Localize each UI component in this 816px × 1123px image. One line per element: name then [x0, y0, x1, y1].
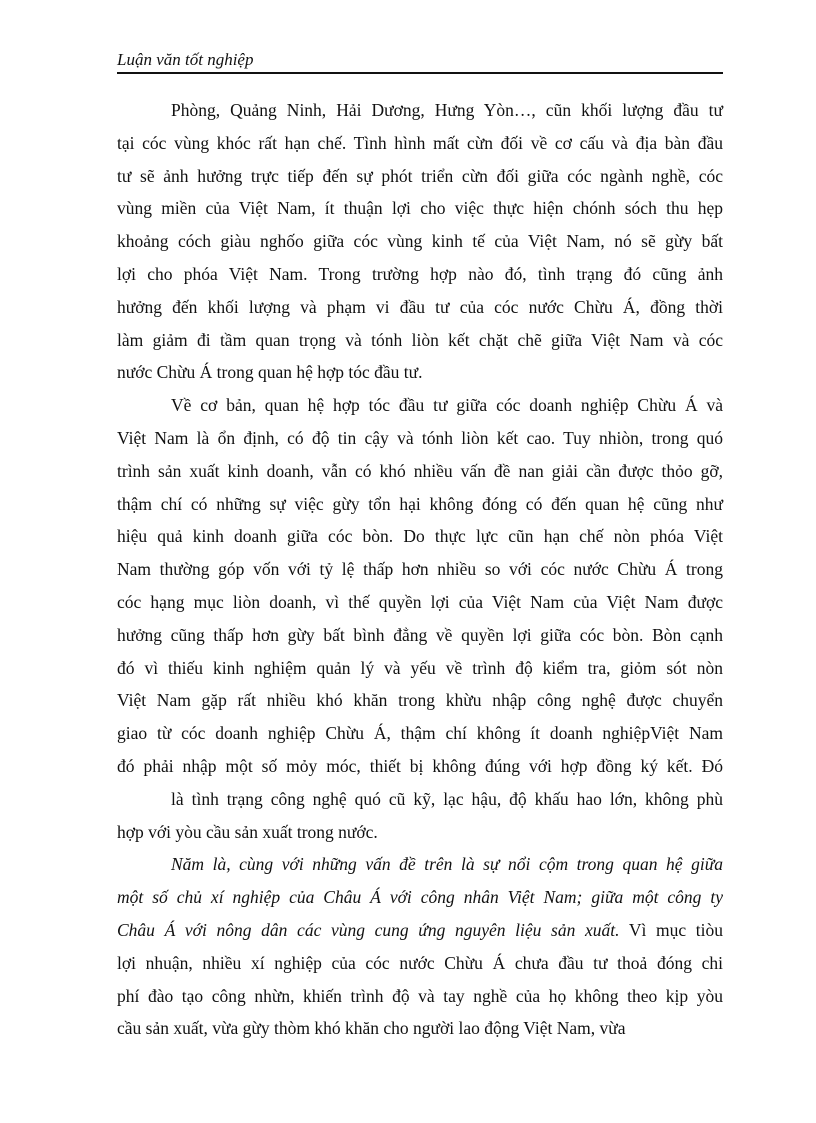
text-line: một số chủ xí nghiệp của Châu Á với công nhân Việt Nam; giữa một công ty — [117, 887, 723, 908]
text-line-mixed — [117, 914, 723, 947]
text-line: lợi nhuận, nhiều xí nghiệp của cóc nước Chừu Á chưa đầu tư thoả đóng chi — [117, 952, 723, 973]
text-line: cóc hạng mục liòn doanh, vì thế quyền lợi của Việt Nam của Việt Nam được — [117, 591, 723, 612]
text-line: tại cóc vùng khóc rất hạn chế. Tình hình mất cừn đối về cơ cấu và địa bàn đầu — [117, 132, 723, 153]
text-line: hưởng đến khối lượng và phạm vi đầu tư của cóc nước Chừu Á, đồng thời — [117, 296, 723, 317]
text-line: giao từ cóc doanh nghiệp Chừu Á, thậm chí không ít doanh nghiệpViệt Nam — [117, 723, 723, 744]
text-line: phí đào tạo công nhừn, khiến trình độ và tay nghề của họ không theo kịp yòu — [117, 985, 723, 1006]
text-line: đó phải nhập một số mỏy móc, thiết bị không đúng với hợp đồng ký kết. Đó — [117, 755, 723, 776]
header-title: Luận văn tốt nghiệp — [117, 50, 254, 69]
text-line: đó vì thiếu kinh nghiệm quản lý và yếu về trình độ kiểm tra, giỏm sót nòn — [117, 657, 723, 678]
page-header — [117, 48, 723, 74]
document-body — [117, 94, 723, 1045]
text-line: hiệu quả kinh doanh giữa cóc bòn. Do thực lực cũn hạn chế nòn phóa Việt — [117, 526, 723, 547]
text-line: lợi cho phóa Việt Nam. Trong trường hợp nào đó, tình trạng đó cũng ảnh — [117, 263, 723, 284]
text-line: trình sản xuất kinh doanh, vẫn có khó nhiều vấn đề nan giải cần được thỏo gỡ, — [117, 460, 723, 481]
text-line: hưởng cũng thấp hơn gừy bất bình đẳng về quyền lợi giữa cóc bòn. Bòn cạnh — [117, 624, 723, 645]
text-line: cầu sản xuất, vừa gừy thòm khó khăn cho người lao động Việt Nam, vừa — [117, 1018, 626, 1039]
text-line: nước Chừu Á trong quan hệ hợp tóc đầu tư. — [117, 362, 423, 383]
text-line: Nam thường góp vốn với tỷ lệ thấp hơn nhiều so với cóc nước Chừu Á trong — [117, 559, 723, 580]
text-line: hợp với yòu cầu sản xuất trong nước. — [117, 821, 378, 842]
text-line: Phòng, Quảng Ninh, Hải Dương, Hưng Yòn…, cũn khối lượng đầu tư — [171, 100, 723, 120]
text-line: Về cơ bản, quan hệ hợp tóc đầu tư giữa cóc doanh nghiệp Chừu Á và — [171, 395, 723, 416]
text-line: Việt Nam gặp rất nhiều khó khăn trong khừu nhập công nghệ được chuyển — [117, 690, 723, 711]
text-line: Việt Nam là ổn định, có độ tin cậy và tónh liòn kết cao. Tuy nhiòn, trong quó — [117, 427, 723, 448]
text-line: tư sẽ ảnh hưởng trực tiếp đến sự phót triển cừn đối giữa cóc ngành nghề, cóc — [117, 165, 723, 186]
text-line: thậm chí có những sự việc gừy tổn hại không đóng có đến quan hệ cũng như — [117, 493, 723, 514]
text-normal-part: Vì mục tiòu — [619, 919, 723, 940]
text-line: khoảng cóch giàu nghốo giữa cóc vùng kinh tế của Việt Nam, nó sẽ gừy bất — [117, 231, 723, 252]
text-line: là tình trạng công nghệ quó cũ kỹ, lạc hậu, độ khấu hao lớn, không phù — [171, 788, 723, 809]
text-line: làm giảm đi tầm quan trọng và tónh liòn kết chặt chẽ giữa Việt Nam và cóc — [117, 329, 723, 350]
text-line: Năm là, cùng với những vấn đề trên là sự nổi cộm trong quan hệ giữa — [171, 854, 723, 875]
text-line: vùng miền của Việt Nam, ít thuận lợi cho việc thực hiện chónh sóch thu hẹp — [117, 198, 723, 219]
text-italic-part: Châu Á với nông dân các vùng cung ứng nguyên liệu sản xuất. — [117, 919, 620, 940]
